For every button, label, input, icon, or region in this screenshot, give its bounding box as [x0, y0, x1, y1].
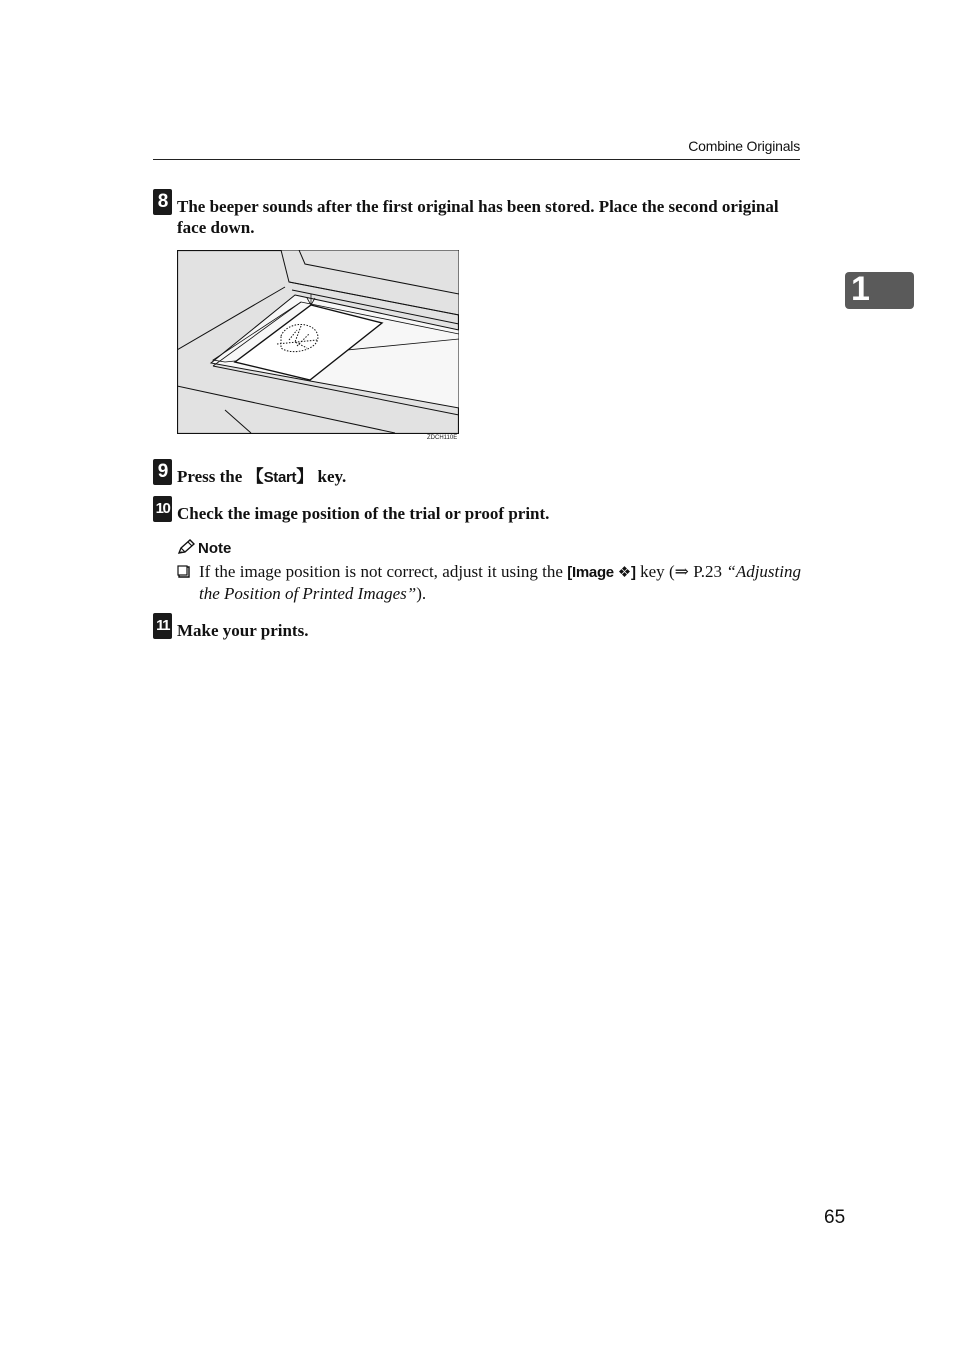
- step-text: Make your prints.: [177, 621, 309, 640]
- note-text-before: If the image position is not correct, adjust it using the: [199, 562, 568, 581]
- header-rule: [153, 159, 800, 160]
- note-heading-label: Note: [198, 540, 232, 557]
- step-text: Check the image position of the trial or proof print.: [177, 504, 550, 523]
- step-badge: 9: [153, 459, 172, 485]
- cross-reference[interactable]: “Adjusting the Position of Printed Images”: [199, 562, 801, 603]
- note-heading: [177, 539, 231, 557]
- start-key-label: Start: [263, 469, 297, 486]
- step-badge: 8: [153, 189, 172, 215]
- note-text-mid: key (⇒ P.23: [635, 562, 727, 581]
- page-number: 65: [824, 1207, 846, 1228]
- figure-code: ZDCH110E: [427, 435, 458, 441]
- note-text: [199, 561, 801, 604]
- key-bracket-open: 【: [246, 467, 264, 486]
- chapter-tab: [845, 272, 914, 309]
- scanner-glass-illustration: [177, 250, 459, 434]
- step-badge: 10: [153, 496, 172, 522]
- running-header: Combine Originals: [688, 138, 800, 154]
- pencil-icon: [177, 539, 195, 555]
- step-text: [177, 466, 802, 488]
- step-text-suffix: key.: [313, 467, 347, 486]
- key-bracket-close: 】: [296, 467, 314, 486]
- image-key-label: [Image ❖]: [567, 564, 636, 581]
- step-badge: 11: [153, 613, 172, 639]
- note-text-after: ).: [416, 584, 427, 603]
- checkbox-bullet-icon: [177, 565, 190, 578]
- step-text-prefix: Press the: [177, 467, 247, 486]
- step-text: The beeper sounds after the first original has been stored. Place the second original face down.: [177, 197, 779, 237]
- chapter-number: 1: [851, 270, 870, 308]
